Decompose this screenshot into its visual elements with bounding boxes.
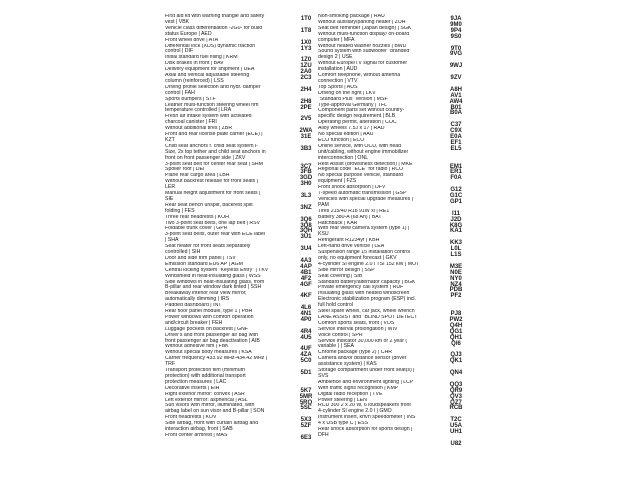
option-entry: Front and rear license plate carrier (ECE) | KZT xyxy=(165,132,263,143)
option-entry: Voice control | SPR xyxy=(318,332,363,338)
option-code: 4KF xyxy=(300,293,312,300)
option-code: 4R4 xyxy=(300,328,312,335)
option-code: 1Z0 xyxy=(300,57,312,64)
option-code: 5ZF xyxy=(300,423,312,430)
option-entry: Operating permit, alteration | COC xyxy=(318,120,397,126)
option-entry: Chrome package (type 2) | CHR xyxy=(318,350,393,356)
option-entry: Suspension range 15 installation control only, no equipment forecast | GKV xyxy=(318,250,410,261)
option-code: PDB xyxy=(449,287,463,294)
option-entry: Differential lock (XDS) dynamic traction control | DIF xyxy=(165,43,256,55)
option-code: U5A xyxy=(449,423,462,430)
option-entry: Manual height adjustment for front seats | SIE xyxy=(165,191,261,202)
option-code: 6E3 xyxy=(300,434,312,441)
option-code: 1Y3 xyxy=(300,45,312,52)
option-code: 4U5 xyxy=(300,334,312,341)
option-code: 9T0 xyxy=(450,45,462,52)
option-code: 3U1 xyxy=(300,234,312,241)
option-entry: Front shock absorption | DFV xyxy=(318,185,386,191)
option-entry: Driving on the right | LKV xyxy=(318,90,376,96)
option-code: 9VG xyxy=(449,51,462,58)
option-code: 4N1 xyxy=(300,311,312,317)
option-entry: Front headrests | KOV xyxy=(165,415,217,421)
option-code: 3QH xyxy=(299,228,313,235)
option-code: QN4 xyxy=(449,370,463,376)
option-entry: Vehicle class differentiation -2G0- for build status Europe | AED xyxy=(165,25,263,37)
option-entry: Without auxiliary/parking heater | ZUH xyxy=(318,19,406,25)
option-code: 2H4 xyxy=(300,86,312,93)
option-code: A8H xyxy=(449,86,462,93)
option-entry: Online service, with OCU, with head unit/cabling, without engine immobilizer interconnection | ONL xyxy=(318,143,409,161)
option-code: B01 xyxy=(450,104,462,111)
option-code: 1X0 xyxy=(300,39,312,46)
option-entry: Vehicles with special upgrade measures | PAM xyxy=(318,196,414,208)
option-code: QQ3 xyxy=(449,381,463,388)
option-code: C37 xyxy=(450,122,462,129)
option-entry: Foldable trunk cover | GPR xyxy=(165,226,228,232)
option-code: 31E xyxy=(300,134,312,140)
option-entry: Component parts set without country- specific design requirement | BLB xyxy=(318,108,405,120)
option-entry: Without adhesive film | FBK xyxy=(165,344,229,350)
option-code: 3FB xyxy=(300,169,312,176)
option-code: N0E xyxy=(450,269,462,276)
option-entry: Steel spare wheel, car jack, wheel wrench xyxy=(318,309,415,314)
option-entry: Comfort telephone, without antenna connection | VTV xyxy=(318,73,401,84)
option-code: 4AP xyxy=(300,263,312,270)
option-entry: Digital radio reception | TVE xyxy=(318,391,383,397)
option-entry: Leather multi-function steering wheel rim temperature controlled | LRA xyxy=(165,102,259,114)
option-entry: Two 3-point seat belts, one lap belt | RSV xyxy=(165,220,261,226)
option-entry: Without special body measures | KSA xyxy=(165,350,252,356)
option-entry: Non-smoking package | RAU xyxy=(318,14,385,19)
option-code: PF2 xyxy=(450,293,462,300)
option-entry: Carrier frequency 433.92 MHz-434.42 MHz | TRF xyxy=(165,356,267,368)
option-code: 9WJ xyxy=(449,63,463,70)
option-entry: Delivery equipment for shipment | UEA xyxy=(165,67,255,73)
option-code: AW4 xyxy=(449,98,463,105)
option-entry: With rear view camera system (type 1) | KSU xyxy=(318,226,410,238)
option-code: E0A xyxy=(450,134,462,140)
option-code: 3U4 xyxy=(300,246,312,253)
option-code: 1ZU xyxy=(300,63,312,70)
option-code: 4UF xyxy=(300,346,312,353)
option-entry: Type-approval Germany | TFL xyxy=(318,102,388,108)
option-entry: Side windows in heat-insulating glass, from B-pillar and rear window dark tinted | SSH xyxy=(165,279,265,291)
option-code: I11 xyxy=(451,210,460,217)
option-entry: 3-point seat belt for center rear seat | SHM xyxy=(165,161,263,167)
option-code: 2PE xyxy=(300,104,312,111)
option-entry: Central locking system "Keyless Entry" | TKV xyxy=(165,267,269,273)
option-code: 4F2 xyxy=(300,275,312,282)
option-entry: LANE ASSIST and "BLIND SPOT DETECT xyxy=(318,314,418,320)
option-code: 3C7 xyxy=(300,163,312,170)
option-entry: Comfort sports seats, front | VOS xyxy=(318,320,395,326)
option-entry: Insulating glass with heated windscreen Electronic stabilization program (ESP) incl. full hold control xyxy=(318,291,417,309)
option-entry: Disk brakes in front | BAV xyxy=(165,61,224,67)
option-code: 4ZA xyxy=(300,352,312,359)
option-entry: Private emergency call system | RUF xyxy=(318,285,404,291)
option-entry: Child seat anchors f. child seat system i- Size, 2x top tether and child seat anchors in front on front passenger side | ZKV xyxy=(165,143,266,161)
option-entry: Alloy wheels 7.5J x 17 | RAD xyxy=(318,126,385,132)
option-entry: With traffic signs recognition | KMP xyxy=(318,385,399,391)
option-code: EF1 xyxy=(450,139,462,146)
option-code: QR9 xyxy=(449,387,463,394)
option-entry: Left exterior mirror: aspherical | ASL xyxy=(165,397,248,403)
option-code: 2A0 xyxy=(300,69,312,76)
option-code: J2D xyxy=(450,216,462,223)
option-code: T2C xyxy=(450,417,462,424)
option-code: 9ZV xyxy=(450,75,462,81)
option-code: RCB xyxy=(449,405,463,412)
option-entry: 7-speed automatic transmission | GSP xyxy=(318,191,407,196)
option-entry: Camera and/or distance sensor (driver assistance system) | KAS xyxy=(318,356,407,368)
option-entry: Spoiler roof | DEI xyxy=(165,167,205,173)
option-entry: Three rear headrests | KOH xyxy=(165,214,229,220)
option-entry: Front center armrest | MAS xyxy=(165,432,228,438)
option-entry: Service indicator 30,000 km or 2 year ( variable ) | SEA xyxy=(318,338,408,350)
option-code: 4P0 xyxy=(300,316,312,323)
option-entry: Transport protection film (minimum protection) with additional transport protection measures | LAC xyxy=(165,368,246,385)
option-entry: Sound system with subwoofer "branded" design 2 | USE xyxy=(318,49,412,61)
option-entry: 4-cylinder SI engine 2.0 l TSI 152 kW | MOT xyxy=(318,261,420,267)
option-entry: Decorative inserts | EIH xyxy=(165,385,220,391)
option-code: 3H0 xyxy=(300,181,312,188)
option-entry: First aid kit with warning triangle and safety vest | VBK xyxy=(165,14,265,25)
option-code: 1T8 xyxy=(300,27,312,34)
option-entry: No special edition | AAU xyxy=(318,132,374,137)
option-code: 9P4 xyxy=(450,27,462,34)
option-entry: Without backrest release for front seats | LER xyxy=(165,179,259,191)
option-entry: ECO function | ECO xyxy=(318,137,365,143)
option-entry: Power steering | LEN xyxy=(318,397,367,403)
option-entry: Rear floor panel module, type 1 | PBH xyxy=(165,309,253,314)
option-code: EL5 xyxy=(450,145,462,152)
option-entry: Initial standard fuel filling | KRM xyxy=(165,55,238,61)
option-code: G1C xyxy=(449,193,463,199)
option-code: U82 xyxy=(450,440,462,447)
option-code: 5MR xyxy=(299,393,313,400)
option-entry: Right exterior mirror: convex | ASR xyxy=(165,391,245,397)
option-code: 5D1 xyxy=(300,370,312,376)
option-code: 2C3 xyxy=(300,75,312,81)
option-code: QH1 xyxy=(449,334,463,341)
option-entry: Axial and vertical adjustable steering column (reinforced) | LSS xyxy=(165,73,250,84)
option-entry: Windshield in heat-insulating glass | WSS xyxy=(165,273,261,279)
option-code: QZ7 xyxy=(450,399,462,406)
option-entry: Seat covering | SIB xyxy=(318,273,363,279)
option-code: NY0 xyxy=(450,275,462,282)
option-entry: 4 x USB type C | ESS xyxy=(318,421,369,427)
option-code: Q4H xyxy=(449,322,463,329)
option-entry: Without Europe/TV signal for customer installation | AUD xyxy=(318,61,408,73)
option-entry: Regional code "ECE" for radio | RCO xyxy=(318,167,404,173)
option-code: F0A xyxy=(450,175,462,182)
option-code: 2WA xyxy=(299,128,313,135)
option-entry: Without additional tires | ZBR xyxy=(165,126,233,132)
option-code: 3Q6 xyxy=(300,216,312,223)
option-entry: Luggage pockets on backrest | GNF xyxy=(165,326,248,332)
option-entry: Driving profile selection and hydr. damper control | FAH xyxy=(165,84,261,96)
option-entry: Seat belt reminder (Japan design) | SGK xyxy=(318,25,412,31)
option-code: ER1 xyxy=(450,169,462,176)
option-code: G12 xyxy=(450,187,462,194)
option-entry: Instrument insert, km/h speedometer | INS xyxy=(318,415,416,421)
option-code: 3B3 xyxy=(300,145,312,152)
option-entry: Service interval prolongation | WIV xyxy=(318,326,398,332)
option-entry: Front wheel drive | ATA xyxy=(165,37,219,43)
option-entry: Rear seat bench unsplit, backrest split folding | FES xyxy=(165,202,253,214)
option-code: QI6 xyxy=(451,340,461,347)
option-code: 5X3 xyxy=(300,417,312,424)
option-code: K8G xyxy=(449,222,463,229)
option-entry: RCD 300 2 x 20 W, 6 loudspeakers front 4-cylinder SI engine 2.0 l | GMO xyxy=(318,403,411,415)
option-entry: Ambience and environment lighting | LCP xyxy=(318,379,414,385)
option-entry: "Standard Plus" version | MSF xyxy=(318,96,388,102)
option-code: QG1 xyxy=(449,328,463,335)
option-code: 3Q8 xyxy=(300,222,312,229)
option-entry: Breakaway interior rear view mirror, automatically dimming | IRS xyxy=(165,291,247,303)
option-entry: Seat heater for front seats separately controlled | SIH xyxy=(165,244,251,255)
option-entry: Power windows with comfort operation and/circuit breaker | FEH xyxy=(165,314,254,326)
option-entry: No special purpose vehicle, standard equipment | FZS xyxy=(318,173,404,185)
option-code: L1S xyxy=(450,252,462,258)
option-code: 5C0 xyxy=(300,358,312,365)
option-code: C9X xyxy=(450,128,462,135)
option-entry: Battery 380-A (68 Ah) | BAT xyxy=(318,214,382,220)
option-code: B0A xyxy=(449,110,462,117)
option-entry: Left-hand drive vehicle | LEA xyxy=(318,244,385,250)
option-code: 2V5 xyxy=(300,116,312,123)
option-code: L0L xyxy=(450,246,462,253)
option-entry: Hatchback | KAR xyxy=(318,220,358,226)
option-code: 5K7 xyxy=(300,387,312,394)
option-code: 4A3 xyxy=(300,257,312,264)
option-code: 2H8 xyxy=(300,98,312,105)
option-entry: Standard battery/alternator capacity | BGK xyxy=(318,279,416,285)
option-code: 9JA xyxy=(450,16,462,22)
option-code: 4L6 xyxy=(300,305,312,312)
option-entry: Side mirror design | SSP xyxy=(318,267,375,273)
option-code: PJ8 xyxy=(450,311,462,317)
option-entry: Storage compartment under front seat(s) | SVS xyxy=(318,368,415,379)
option-code: 4B1 xyxy=(300,269,312,276)
option-code: PW2 xyxy=(449,316,463,323)
option-code: 5RQ xyxy=(299,399,313,406)
option-code: GP1 xyxy=(449,198,462,205)
option-entry: Fresh air intake system with activated charcoal canister | FRI xyxy=(165,114,252,126)
option-code: NZ4 xyxy=(450,281,462,288)
option-entry: Side airbag, front with curtain airbag and interaction airbag, front | SAB xyxy=(165,421,259,432)
option-entry: Plane rear cargo area | LBH xyxy=(165,173,230,179)
option-code: AV1 xyxy=(450,92,462,99)
option-entry: Rear shock absorption for sports design | DFH xyxy=(318,427,413,438)
option-entry: Sports bumpers | STF xyxy=(165,96,216,102)
option-code: KK3 xyxy=(449,240,462,247)
option-code: 1T0 xyxy=(300,16,312,22)
option-code: 9M0 xyxy=(450,21,462,28)
option-entry: Refrigerant R1234yf | KBH xyxy=(318,238,380,244)
option-entry: Sun visors with mirror, illuminated, with airbag label on sun visor and B-pillar | SON xyxy=(165,403,265,415)
option-entry: Rest Assist (drowsiness detection) | MKE xyxy=(318,161,413,167)
option-code: 4GF xyxy=(300,281,312,288)
option-code: QJ3 xyxy=(450,352,462,359)
option-entry: Driver's and front passenger air bag with front passenger air bag deactivation | AIB xyxy=(165,332,260,344)
option-code: UH1 xyxy=(449,429,462,435)
option-entry: Emission standard EU6 AP | AGM xyxy=(165,261,243,267)
option-code: QV3 xyxy=(449,393,462,400)
option-code: KA1 xyxy=(449,228,462,235)
option-code: 3NZ xyxy=(300,204,312,211)
option-code: 9S0 xyxy=(450,33,462,40)
option-code: 5SL xyxy=(300,405,312,412)
option-code: QK1 xyxy=(449,358,463,365)
option-code: 3GD xyxy=(299,175,313,182)
option-entry: 3-point seat belts, outer rear with ECE label | SHA xyxy=(165,232,266,244)
option-entry: Without heated washer nozzles | BWD xyxy=(318,43,407,49)
option-entry: Without multi-function display/ on-board computer | MFA xyxy=(318,31,410,43)
option-code: M3E xyxy=(449,263,463,270)
option-code: EM1 xyxy=(449,163,463,170)
option-entry: Top Sports | AUS xyxy=(318,84,358,90)
option-entry: Door and side trim panel | TSV xyxy=(165,255,236,261)
option-entry: Tires 215/40 R18 91W xl | RE1 xyxy=(318,208,390,214)
option-entry: Padded dashboard | INT xyxy=(165,303,222,309)
option-code: 3L3 xyxy=(300,193,312,199)
